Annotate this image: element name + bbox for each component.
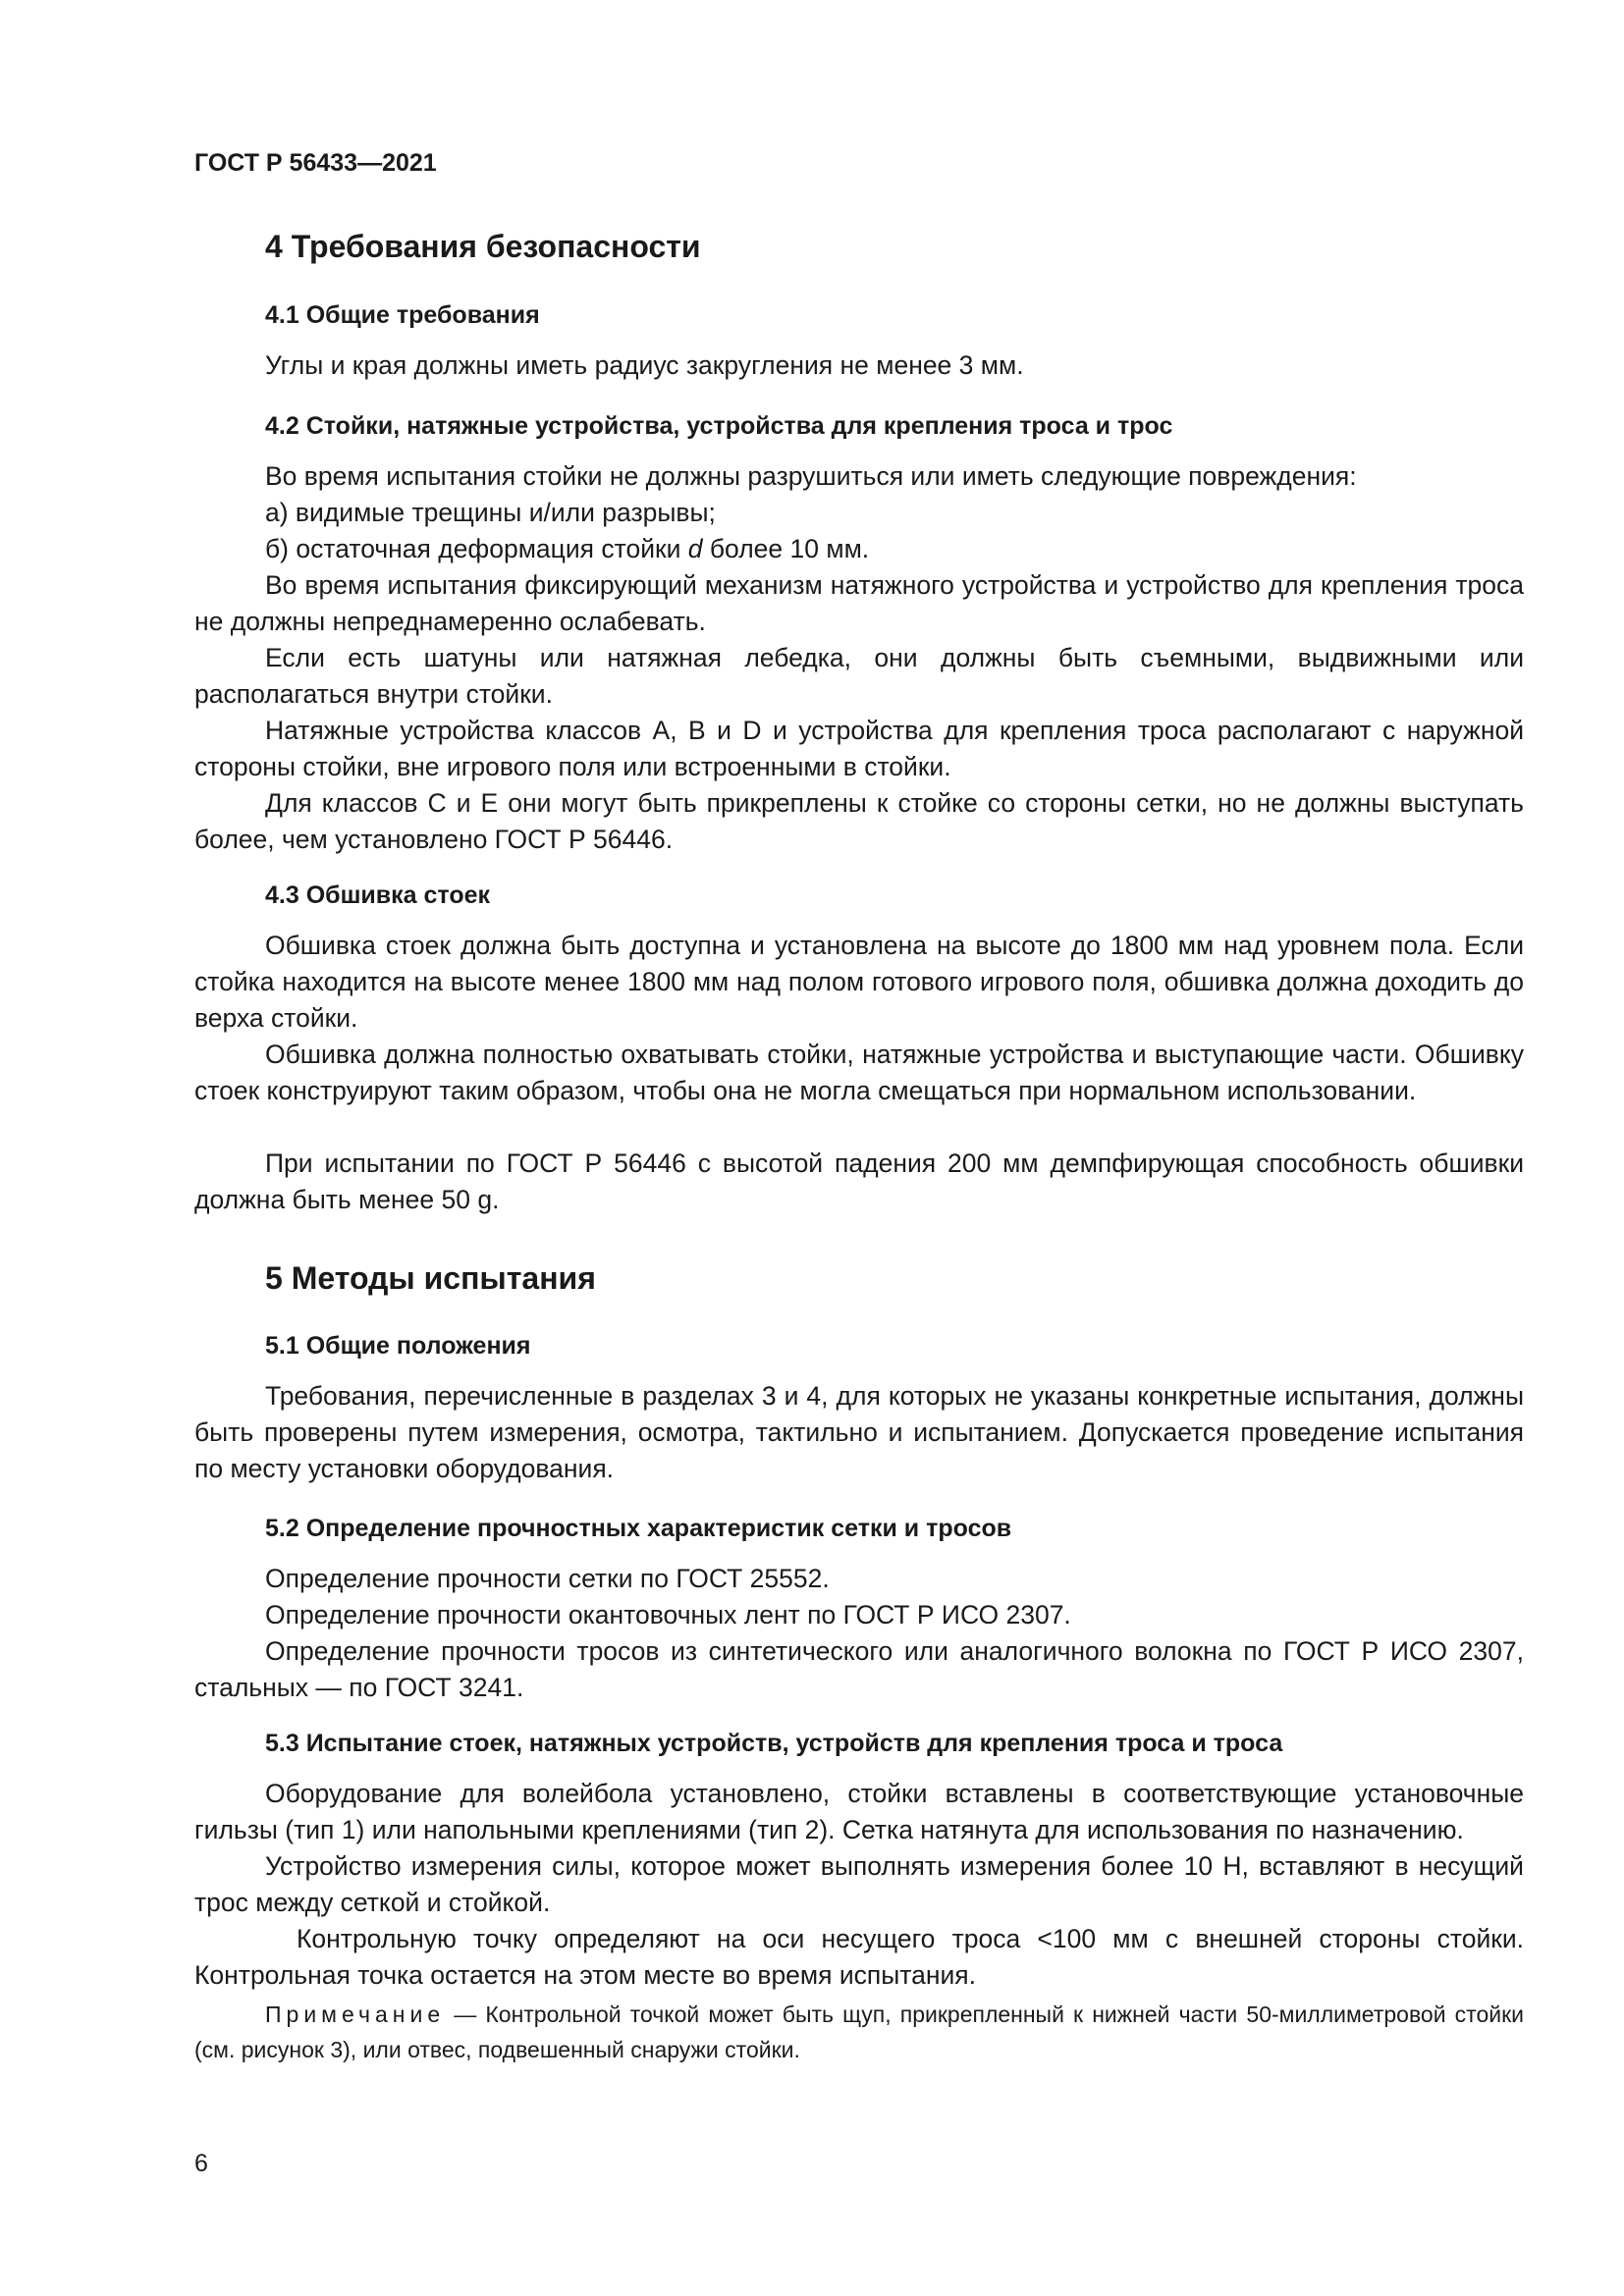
note-label: Примечание — [265, 2002, 446, 2027]
page-number: 6 — [194, 2150, 208, 2177]
paragraph: Во время испытания стойки не должны разрушиться или иметь следующие повреждения: — [265, 461, 1357, 491]
section-5-1-title: 5.1 Общие положения — [265, 1332, 531, 1360]
list-item-a: а) видимые трещины и/или разрывы; — [265, 498, 716, 527]
section-4-1-title: 4.1 Общие требования — [265, 301, 540, 329]
section-4-3-title: 4.3 Обшивка стоек — [265, 881, 491, 909]
variable-d: d — [687, 534, 703, 563]
paragraph: Углы и края должны иметь радиус закругления не менее 3 мм. — [265, 350, 1024, 380]
paragraph: Оборудование для волейбола установлено, стойки вставлены в соответствующие установочные гильзы (тип 1) или напольными креплениями (тип 2). Сетка натянута для использования по назначению. — [194, 1779, 1524, 1844]
paragraph: Устройство измерения силы, которое может выполнять измерения более 10 Н, вставляют в несущий трос между сеткой и стойкой. — [194, 1851, 1524, 1917]
document-header: ГОСТ Р 56433—2021 — [194, 149, 437, 177]
section-5-3-title: 5.3 Испытание стоек, натяжных устройств, устройств для крепления троса и троса — [265, 1730, 1283, 1757]
section-5-title: 5 Методы испытания — [265, 1260, 596, 1296]
paragraph: Определение прочности окантовочных лент по ГОСТ Р ИСО 2307. — [265, 1600, 1071, 1629]
paragraph: При испытании по ГОСТ Р 56446 с высотой падения 200 мм демпфирующая способность обшивки должна быть менее 50 g. — [194, 1148, 1524, 1214]
paragraph: Определение прочности сетки по ГОСТ 25552. — [265, 1564, 830, 1593]
paragraph: Обшивка стоек должна быть доступна и установлена на высоте до 1800 мм над уровнем пола. Если стойка находится на высоте менее 1800 мм над полом готового игрового поля, обшивка должна доходить до верха стойки. — [194, 931, 1524, 1033]
section-4-2-title: 4.2 Стойки, натяжные устройства, устройства для крепления троса и трос — [265, 412, 1173, 440]
paragraph: Обшивка должна полностью охватывать стойки, натяжные устройства и выступающие части. Обшивку стоек конструируют таким образом, чтобы она не могла смещаться при нормальном использовании. — [194, 1040, 1524, 1105]
list-item-b: б) остаточная деформация стойки d более 10 мм. — [265, 534, 870, 563]
paragraph: Определение прочности тросов из синтетического или аналогичного волокна по ГОСТ Р ИСО 2307, стальных — по ГОСТ 3241. — [194, 1636, 1524, 1702]
section-4-title: 4 Требования безопасности — [265, 229, 701, 264]
paragraph: Контрольную точку определяют на оси несущего троса <100 мм с внешней стороны стойки. Контрольная точка остается на этом месте во время испытания. — [194, 1924, 1524, 1990]
note: Примечание — Контрольной точкой может быть щуп, прикрепленный к нижней части 50-миллиметровой стойки (см. рисунок 3), или отвес, подвешенный снаружи стойки. — [194, 2002, 1524, 2062]
paragraph: Натяжные устройства классов A, B и D и устройства для крепления троса располагают с наружной стороны стойки, вне игрового поля или встроенными в стойки. — [194, 716, 1524, 781]
paragraph: Требования, перечисленные в разделах 3 и 4, для которых не указаны конкретные испытания, должны быть проверены путем измерения, осмотра, тактильно и испытанием. Допускается проведение испытания по месту установки оборудования. — [194, 1381, 1524, 1483]
paragraph: Во время испытания фиксирующий механизм натяжного устройства и устройство для крепления троса не должны непреднамеренно ослабевать. — [194, 570, 1524, 636]
paragraph: Если есть шатуны или натяжная лебедка, они должны быть съемными, выдвижными или располагаться внутри стойки. — [194, 643, 1524, 709]
paragraph: Для классов C и E они могут быть прикреплены к стойке со стороны сетки, но не должны выступать более, чем установлено ГОСТ Р 56446. — [194, 788, 1524, 854]
section-5-2-title: 5.2 Определение прочностных характеристик сетки и тросов — [265, 1515, 1012, 1542]
